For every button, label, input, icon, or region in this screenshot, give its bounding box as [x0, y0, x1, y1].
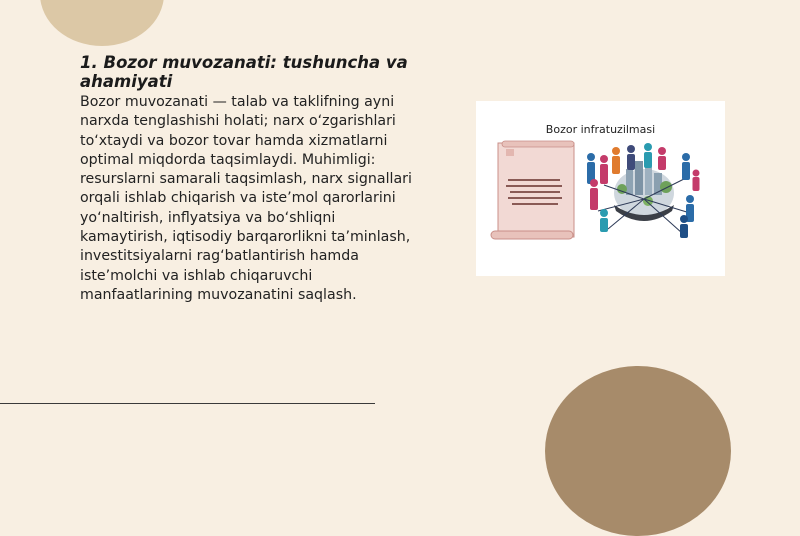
decorative-circle-bottom [545, 366, 731, 536]
slide-title: 1. Bozor muvozanati: tushuncha va ahamiyati [80, 53, 408, 91]
market-infrastructure-illustration [476, 101, 725, 276]
decorative-circle-top [40, 0, 164, 46]
divider-line [0, 403, 375, 404]
slide-body: Bozor muvozanati — talab va taklifning ayni narxda tenglashishi holati; narx o‘zgarishlari to‘xtaydi va bozor tovar hamda xizmatlarni optimal miqdorda taqsimlaydi. Muhimligi: resurslarni samarali taqsimlash, narx signallari orqali ishlab chiqarish va iste’mol qarorlarini yo‘naltirish, inflyatsiya va bo‘shliqni kamaytirish, iqtisodiy barqarorlikni ta’minlash, investitsiyalarni rag‘batlantirish hamda iste’molchi va ishlab chiqaruvchi manfaatlarining muvozanatini saqlash. [80, 94, 412, 303]
figure-caption: Bozor infratuzilmasi [545, 123, 656, 136]
globe-city-icon [614, 161, 674, 221]
scroll-icon [491, 141, 574, 239]
